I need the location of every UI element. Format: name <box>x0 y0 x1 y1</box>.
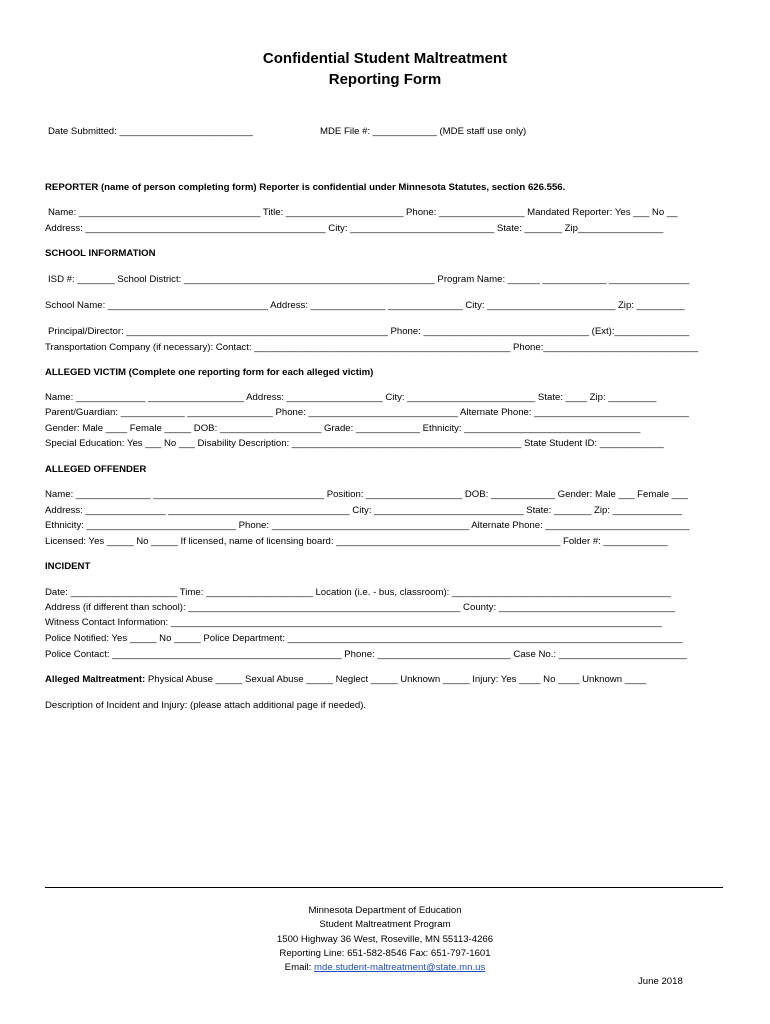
victim-heading: ALLEGED VICTIM (Complete one reporting form for each alleged victim) <box>45 367 374 378</box>
incident-description-label: Description of Incident and Injury: (please attach additional page if needed). <box>45 700 367 711</box>
reporter-heading: REPORTER (name of person completing form) Reporter is confidential under Minnesota Statutes, section 626.556. <box>45 182 566 193</box>
footer-line-3: 1500 Highway 36 West, Roseville, MN 55113-4266 <box>276 934 494 945</box>
incident-row-4: Police Notified: Yes _____ No _____ Police Department: __________________________________________________________________________ <box>45 633 683 644</box>
victim-row-4: Special Education: Yes ___ No ___ Disability Description: ___________________________________________ State Student ID: ____________ <box>45 438 664 449</box>
footer-line-4: Reporting Line: 651-582-8546 Fax: 651-797-1601 <box>279 948 491 959</box>
alleged-maltreatment-row <box>45 674 646 685</box>
victim-row-1: Name: _____________ __________________ Address: __________________ City: ________________________ State: ____ Zip: _________ <box>45 392 657 403</box>
school-row-4: Transportation Company (if necessary): Contact: ________________________________________________ Phone:_____________________________ <box>45 342 699 353</box>
footer-email-label: Email: <box>284 962 314 973</box>
footer-divider <box>45 887 723 888</box>
incident-row-5: Police Contact: ___________________________________________ Phone: _________________________ Case No.: ________________________ <box>45 649 687 660</box>
victim-row-2: Parent/Guardian: ____________ ________________ Phone: ____________________________ Alternate Phone: _____________________________ <box>45 407 689 418</box>
school-row-3: Principal/Director: _________________________________________________ Phone: _______________________________ (Ext):______________ <box>48 326 690 337</box>
offender-heading: ALLEGED OFFENDER <box>45 464 147 475</box>
reporter-row-1: Name: __________________________________ Title: ______________________ Phone: ________________ Mandated Reporter: Yes ___ No __ <box>48 207 678 218</box>
form-title-line-1: Confidential Student Maltreatment <box>262 50 508 67</box>
footer-email-link[interactable]: mde.student-maltreatment@state.mn.us <box>314 962 486 973</box>
offender-row-3: Ethnicity: ____________________________ Phone: _____________________________________ Alternate Phone: ___________________________ <box>45 520 690 531</box>
school-row-1: ISD #: _______ School District: _______________________________________________ Program Name: ______ ____________ _______________ <box>48 274 690 285</box>
mde-file-field: MDE File #: ____________ (MDE staff use only) <box>320 126 527 137</box>
offender-row-4: Licensed: Yes _____ No _____ If licensed, name of licensing board: __________________________________________ Folder #: ____________ <box>45 536 668 547</box>
incident-row-3: Witness Contact Information: ____________________________________________________________________________________________ <box>45 617 662 628</box>
form-date: June 2018 <box>638 976 683 987</box>
school-heading: SCHOOL INFORMATION <box>45 248 156 259</box>
incident-row-1: Date: ____________________ Time: ____________________ Location (i.e. - bus, classroom): _________________________________________ <box>45 587 671 598</box>
alleged-maltreatment-options: Physical Abuse _____ Sexual Abuse _____ Neglect _____ Unknown _____ Injury: Yes ____ No ____ Unknown ____ <box>145 674 647 685</box>
incident-heading: INCIDENT <box>45 561 91 572</box>
footer-line-1: Minnesota Department of Education <box>308 905 462 916</box>
incident-row-2: Address (if different than school): ___________________________________________________ County: _________________________________ <box>45 602 675 613</box>
date-submitted-field: Date Submitted: _________________________ <box>48 126 253 137</box>
reporter-row-2: Address: _____________________________________________ City: ___________________________ State: _______ Zip________________ <box>45 223 664 234</box>
footer-line-2: Student Maltreatment Program <box>319 919 451 930</box>
offender-row-1: Name: ______________ ________________________________ Position: __________________ DOB: ____________ Gender: Male ___ Female ___ <box>45 489 688 500</box>
footer-email-line <box>0 962 770 973</box>
form-title-line-2: Reporting Form <box>328 71 442 88</box>
school-row-2: School Name: ______________________________ Address: ______________ ______________ City: ________________________ Zip: _________ <box>45 300 685 311</box>
victim-row-3: Gender: Male ____ Female _____ DOB: ___________________ Grade: ____________ Ethnicity: _________________________________ <box>45 423 641 434</box>
alleged-maltreatment-label: Alleged Maltreatment: <box>45 674 146 685</box>
offender-row-2: Address: _______________ __________________________________ City: ____________________________ State: _______ Zip: _____________ <box>45 505 682 516</box>
